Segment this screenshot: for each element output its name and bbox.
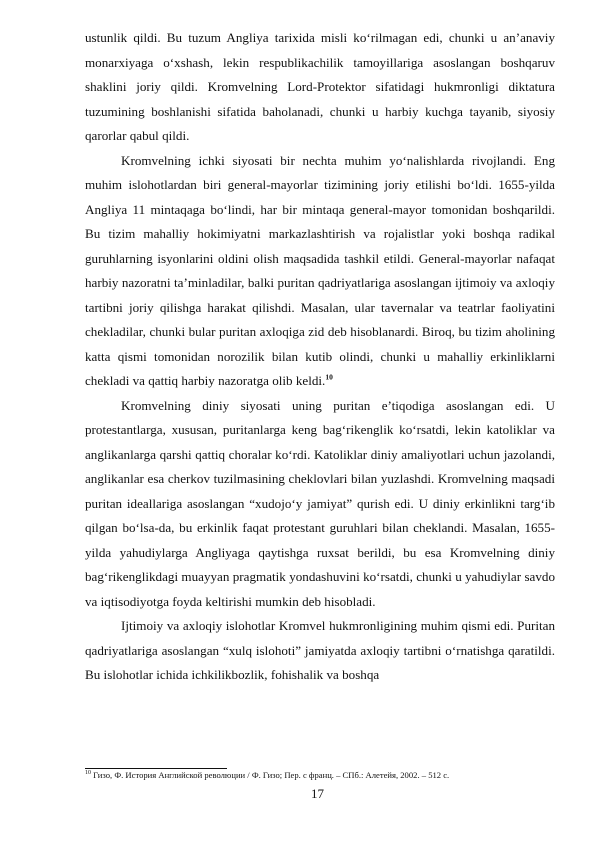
paragraph-4-text: Ijtimoiy va axloqiy islohotlar Kromvel hukmronligining muhim qismi edi. Puritan qadriyatlariga asoslangan “xulq islohoti” jamiyatda axloqiy tartibni o‘rnatishga qaratildi. Bu islohotlar ichida ichkilikbozlik, fohishalik va boshqa bbox=[85, 618, 555, 682]
page-number: 17 bbox=[311, 786, 324, 801]
paragraph-1 bbox=[85, 26, 555, 149]
paragraph-2 bbox=[85, 149, 555, 394]
body-text bbox=[85, 26, 555, 688]
footnote-reference[interactable]: 10 bbox=[325, 372, 333, 382]
paragraph-3-text: Kromvelning diniy siyosati uning puritan e’tiqodiga asoslangan edi. U protestantlarga, xususan, puritanlarga keng bag‘rikenglik ko‘rsatdi, lekin katoliklar va anglikanlarga qarshi qattiq choralar ko‘rdi. Katoliklar diniy amaliyotlari uchun jazolandi, anglikanlar esa cherkov tuzilmasining cheklovlari bilan yuzlashdi. Kromvelning maqsadi puritan ideallariga asoslangan “xudojo‘y jamiyat” qurish edi. U diniy erkinlikni targ‘ib qilgan bo‘lsa-da, bu erkinlik faqat protestant guruhlari bilan cheklandi. Masalan, 1655-yilda yahudiylarga Angliyaga qaytishga ruxsat berildi, bu esa Kromvelning diniy bag‘rikenglikdagi muayyan pragmatik yondashuvini ko‘rsatdi, chunki u yahudiylar savdo va iqtisodiyotga foyda keltirishi mumkin deb hisobladi. bbox=[85, 397, 555, 609]
footnote bbox=[85, 770, 555, 781]
footnote-text: Гизо, Ф. История Английской революции / Ф. Гизо; Пер. с франц. – СПб.: Алетейя, 2002. – 512 с. bbox=[93, 770, 450, 780]
paragraph-2-text: Kromvelning ichki siyosati bir nechta muhim yo‘nalishlarda rivojlandi. Eng muhim islohotlardan biri general-mayorlar tizimining joriy etilishi bo‘ldi. 1655-yilda Angliya 11 mintaqaga bo‘lindi, har bir mintaqa general-mayor tomonidan boshqarildi. Bu tizim mahalliy hokimiyatni markazlashtirish va rojalistlar yoki boshqa radikal guruhlarning isyonlarini oldini olish maqsadida tashkil etildi. General-mayorlar nafaqat harbiy nazoratni ta’minladilar, balki puritan qadriyatlariga asoslangan ijtimoiy va axloqiy tartibni joriy qilishga harakat qilishdi. Masalan, ular tavernalar va teatrlar faoliyatini chekladilar, chunki bular puritan axloqiga zid deb hisoblanardi. Biroq, bu tizim aholining katta qismi tomonidan norozilik bilan kutib olindi, chunki u mahalliy erkinliklarni chekladi va qattiq harbiy nazoratga olib keldi. bbox=[85, 152, 555, 388]
footnote-number: 10 bbox=[85, 770, 91, 777]
footnote-divider bbox=[85, 768, 227, 769]
paragraph-1-text: ustunlik qildi. Bu tuzum Angliya tarixida misli ko‘rilmagan edi, chunki u an’anaviy monarxiyaga o‘xshash, lekin respublikachilik tamoyillariga asoslangan boshqaruv shaklini joriy qildi. Kromvelning Lord-Protektor sifatidagi hukmronligi diktatura tuzumining boshlanishi sifatida baholanadi, chunki u harbiy kuchga tayanib, siyosiy qarorlar qabul qildi. bbox=[85, 30, 555, 143]
paragraph-3 bbox=[85, 394, 555, 615]
paragraph-4 bbox=[85, 614, 555, 688]
